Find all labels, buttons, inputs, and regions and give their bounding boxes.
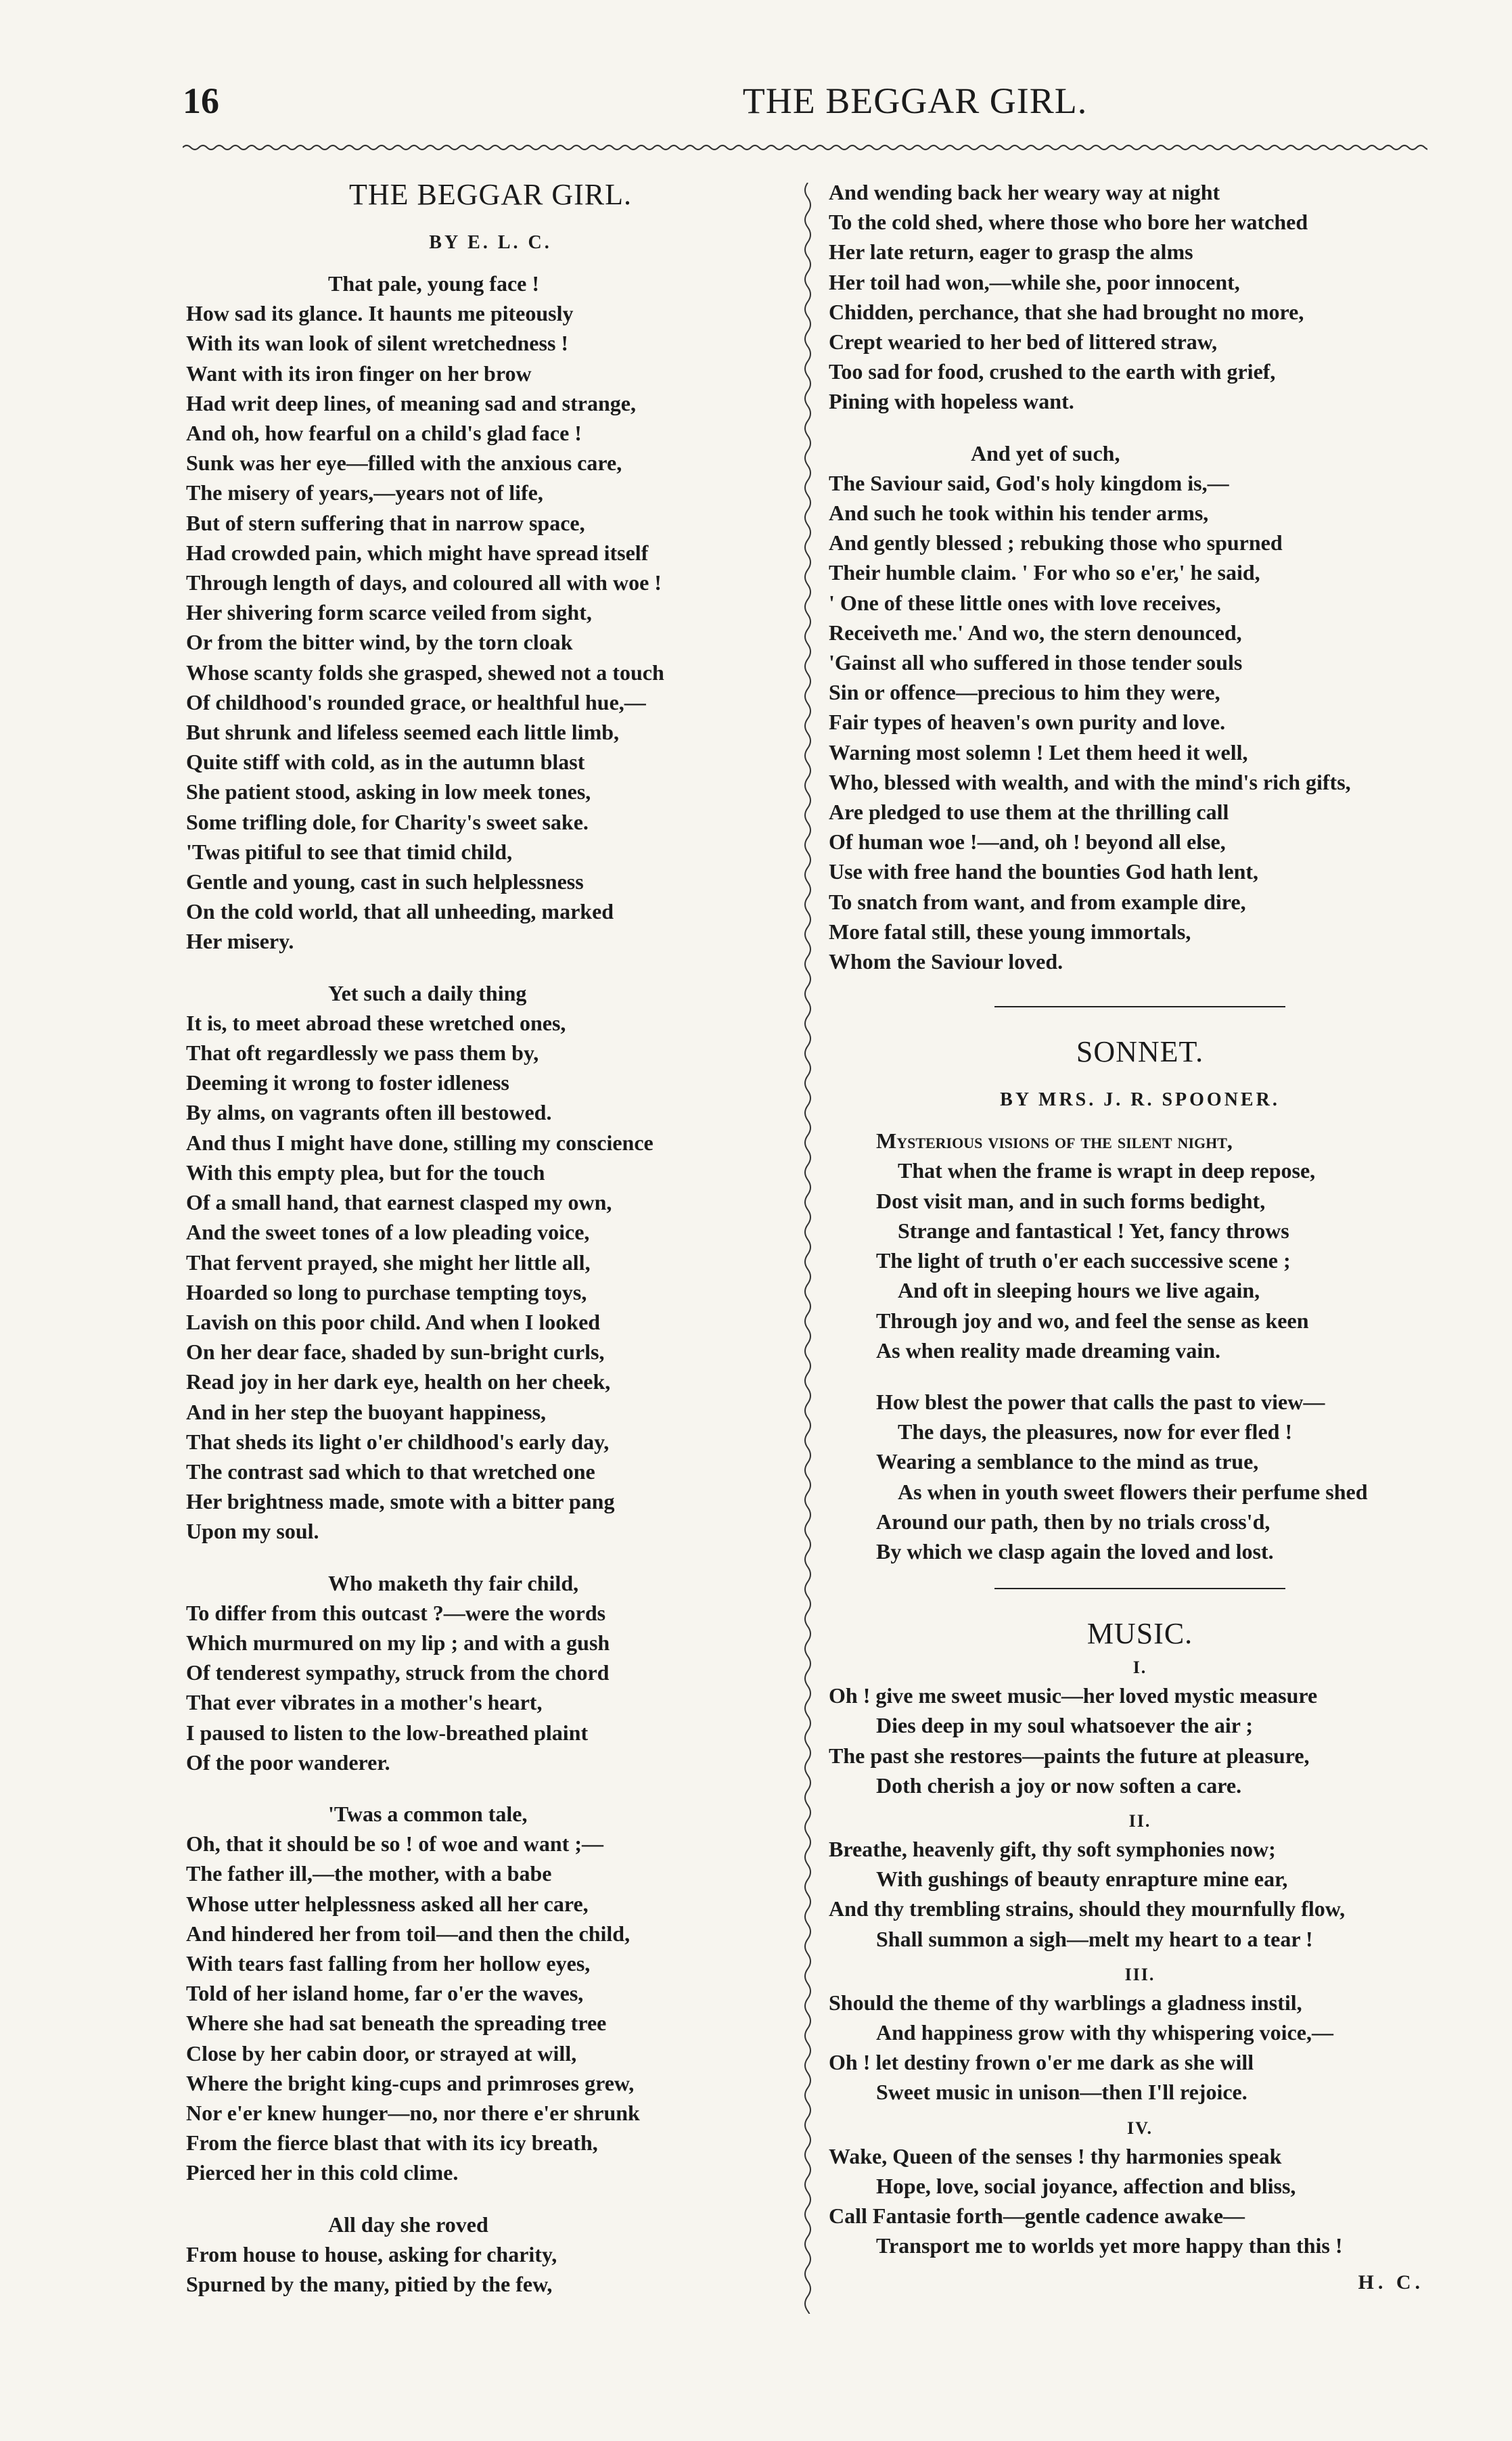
poem-line: And hindered her from toil—and then the child, — [186, 1921, 631, 1946]
poem-line: That sheds its light o'er childhood's early day, — [186, 1429, 610, 1454]
poem-line: Of a small hand, that earnest clasped my own, — [186, 1190, 612, 1215]
poem-line: Hoarded so long to purchase tempting toys, — [186, 1279, 587, 1304]
poem-line: The days, the pleasures, now for ever fled ! — [898, 1419, 1293, 1444]
running-title: THE BEGGAR GIRL. — [742, 81, 1088, 121]
poem-line: Sweet music in unison—then I'll rejoice. — [876, 2080, 1247, 2105]
poem-line: It is, to meet abroad these wretched ones, — [186, 1010, 566, 1035]
poem-line: Oh ! let destiny frown o'er me dark as she will — [829, 2050, 1254, 2075]
stanza-numeral: II. — [1128, 1810, 1151, 1831]
poem-line: And the sweet tones of a low pleading voice, — [186, 1220, 590, 1245]
poem-line: As when reality made dreaming vain. — [876, 1338, 1221, 1363]
poem-line: Wearing a semblance to the mind as true, — [876, 1449, 1259, 1474]
poem-line: Quite stiff with cold, as in the autumn blast — [186, 750, 585, 775]
poem-line: Dost visit man, and in such forms bedight, — [876, 1188, 1266, 1213]
poem-line: Are pledged to use them at the thrilling call — [829, 800, 1229, 825]
sonnet-stanzas — [829, 1126, 1451, 1566]
sonnet-stanza — [876, 1126, 1451, 1365]
music-stanza — [829, 1681, 1451, 1800]
column-divider-ornament — [798, 183, 817, 2314]
poem-line: Of the poor wanderer. — [186, 1750, 390, 1775]
poem-line: Strange and fantastical ! Yet, fancy throws — [898, 1218, 1289, 1243]
sonnet-byline: BY MRS. J. R. SPOONER. — [1000, 1089, 1280, 1111]
poem-line: The contrast sad which to that wretched one — [186, 1459, 595, 1484]
poem-line: By which we clasp again the loved and lost. — [876, 1538, 1274, 1564]
poem-line: From the fierce blast that with its icy breath, — [186, 2130, 598, 2155]
poem-line: Who, blessed with wealth, and with the mind's rich gifts, — [829, 769, 1351, 794]
poem-line: And oft in sleeping hours we live again, — [898, 1278, 1260, 1303]
stanza — [186, 1799, 795, 2188]
left-column — [186, 177, 795, 2321]
page-number: 16 — [183, 81, 219, 121]
poem-line: Chidden, perchance, that she had brought no more, — [829, 299, 1304, 324]
music-title: MUSIC. — [1086, 1617, 1193, 1651]
poem-line: The Saviour said, God's holy kingdom is,— — [829, 470, 1229, 495]
stanza — [186, 269, 795, 957]
running-head — [183, 80, 1458, 134]
poem-line: Oh, that it should be so ! of woe and want ;— — [186, 1831, 603, 1856]
sonnet-stanza — [876, 1387, 1451, 1566]
poem-line: Call Fantasie forth—gentle cadence awake— — [829, 2203, 1245, 2228]
poem-line: Had crowded pain, which might have spread itself — [186, 540, 649, 565]
poem-line: With its wan look of silent wretchedness ! — [186, 331, 569, 356]
poem-line: Receiveth me.' And wo, the stern denounced, — [829, 620, 1242, 645]
poem-line: And thy trembling strains, should they mournfully flow, — [829, 1896, 1346, 1921]
poem-line: Where she had sat beneath the spreading tree — [186, 2011, 607, 2036]
beggar-girl-title: THE BEGGAR GIRL. — [348, 178, 633, 211]
poem-line: Whose utter helplessness asked all her care, — [186, 1891, 589, 1916]
music-signature: H. C. — [1358, 2271, 1424, 2294]
poem-line: Sunk was her eye—filled with the anxious care, — [186, 451, 622, 476]
stanza — [829, 438, 1451, 977]
poem-line: Pining with hopeless want. — [829, 389, 1074, 414]
music-stanza — [829, 2141, 1451, 2261]
poem-line: But of stern suffering that in narrow space, — [186, 510, 585, 535]
poem-line: Sin or offence—precious to him they were, — [829, 680, 1220, 705]
poem-line: From house to house, asking for charity, — [186, 2241, 557, 2266]
poem-line: Of human woe !—and, oh ! beyond all else, — [829, 829, 1226, 854]
poem-line: That fervent prayed, she might her little all, — [186, 1250, 591, 1275]
poem-line: Her shivering form scarce veiled from sight, — [186, 600, 592, 625]
poem-line: To differ from this outcast ?—were the words — [186, 1600, 606, 1625]
separator-rule — [994, 1588, 1285, 1589]
poem-line: She patient stood, asking in low meek tones, — [186, 779, 591, 804]
poem-line: On the cold world, that all unheeding, marked — [186, 899, 614, 924]
poem-line: Some trifling dole, for Charity's sweet sake. — [186, 809, 589, 834]
poem-line: Want with its iron finger on her brow — [186, 361, 532, 386]
poem-line: Wake, Queen of the senses ! thy harmonies speak — [829, 2143, 1282, 2168]
poem-line: More fatal still, these young immortals, — [829, 919, 1191, 944]
poem-line: Her brightness made, smote with a bitter pang — [186, 1489, 615, 1514]
poem-line: Crept wearied to her bed of littered straw, — [829, 329, 1218, 355]
poem-line: As when in youth sweet flowers their perfume shed — [898, 1479, 1368, 1504]
poem-line: Whom the Saviour loved. — [829, 949, 1063, 974]
poem-line: Nor e'er knew hunger—no, nor there e'er shrunk — [186, 2100, 640, 2125]
poem-line: Deeming it wrong to foster idleness — [186, 1070, 509, 1095]
poem-line: Upon my soul. — [186, 1519, 319, 1544]
poem-line: 'Twas a common tale, — [328, 1801, 528, 1826]
poem-line: Had writ deep lines, of meaning sad and strange, — [186, 390, 636, 415]
stanza-numeral: IV. — [1126, 2118, 1153, 2138]
poem-line: On her dear face, shaded by sun-bright curls, — [186, 1340, 605, 1365]
poem-line: Read joy in her dark eye, health on her cheek, — [186, 1369, 611, 1394]
poem-line: That pale, young face ! — [328, 271, 539, 296]
sonnet-title: SONNET. — [1076, 1035, 1204, 1069]
poem-line: And happiness grow with thy whispering voice,— — [876, 2020, 1333, 2045]
drop-word: Mysterious visions of the silent night, — [876, 1128, 1233, 1154]
poem-line: Doth cherish a joy or now soften a care. — [876, 1773, 1242, 1798]
poem-line: 'Gainst all who suffered in those tender souls — [829, 650, 1243, 675]
poem-line: Should the theme of thy warblings a gladness instil, — [829, 1990, 1302, 2015]
music-stanzas — [829, 1658, 1451, 2260]
poem-line: But shrunk and lifeless seemed each little limb, — [186, 720, 620, 745]
poem-line: Told of her island home, far o'er the waves, — [186, 1981, 584, 2006]
poem-line: The misery of years,—years not of life, — [186, 480, 543, 505]
poem-line: And gently blessed ; rebuking those who spurned — [829, 530, 1283, 555]
stanza-numeral: I. — [1132, 1658, 1147, 1678]
poem-line: With tears fast falling from her hollow eyes, — [186, 1950, 591, 1976]
poem-line: That ever vibrates in a mother's heart, — [186, 1690, 543, 1715]
stanza-numeral: III. — [1124, 1964, 1155, 1984]
poem-line: The past she restores—paints the future at pleasure, — [829, 1743, 1310, 1768]
poem-line: Around our path, then by no trials cross'd, — [876, 1509, 1270, 1534]
poem-line: Too sad for food, crushed to the earth with grief, — [829, 359, 1276, 384]
poem-line: By alms, on vagrants often ill bestowed. — [186, 1100, 552, 1125]
poem-line: ' One of these little ones with love receives, — [829, 590, 1221, 615]
poem-line: How blest the power that calls the past to view— — [876, 1389, 1325, 1414]
poem-line: Of tenderest sympathy, struck from the chord — [186, 1660, 610, 1685]
poem-line: Spurned by the many, pitied by the few, — [186, 2272, 553, 2296]
poem-line: The light of truth o'er each successive scene ; — [876, 1248, 1291, 1273]
poem-line — [876, 1126, 1451, 1156]
poem-line: That oft regardlessly we pass them by, — [186, 1041, 539, 1066]
stanza — [186, 2210, 795, 2300]
poem-line: Where the bright king-cups and primroses grew, — [186, 2070, 635, 2095]
beggar-girl-stanzas-part-2 — [829, 177, 1451, 976]
poem-line: Her misery. — [186, 929, 294, 954]
poem-line: Which murmured on my lip ; and with a gush — [186, 1630, 610, 1655]
poem-line: To snatch from want, and from example dire, — [829, 889, 1246, 914]
poem-line: Shall summon a sigh—melt my heart to a tear ! — [876, 1926, 1313, 1951]
poem-line: All day she roved — [328, 2212, 488, 2237]
beggar-girl-byline: BY E. L. C. — [429, 232, 552, 253]
poem-line: Breathe, heavenly gift, thy soft symphonies now; — [829, 1836, 1276, 1861]
poem-line: Who maketh thy fair child, — [328, 1570, 579, 1595]
wavy-rule-ornament — [183, 141, 1427, 154]
poem-line: Dies deep in my soul whatsoever the air ; — [876, 1713, 1254, 1738]
poem-line: Her late return, eager to grasp the alms — [829, 239, 1193, 265]
poem-line: Pierced her in this cold clime. — [186, 2160, 459, 2185]
poem-line: And oh, how fearful on a child's glad face ! — [186, 421, 582, 446]
poem-line: With this empty plea, but for the touch — [186, 1160, 545, 1185]
poem-line: Through length of days, and coloured all with woe ! — [186, 570, 662, 595]
right-column — [829, 177, 1451, 2294]
poem-line: With gushings of beauty enrapture mine ear, — [876, 1867, 1288, 1892]
poem-line: Their humble claim. ' For who so e'er,' he said, — [829, 560, 1260, 585]
poem-line: Yet such a daily thing — [328, 980, 527, 1005]
poem-line: That when the frame is wrapt in deep repose, — [898, 1158, 1316, 1183]
music-stanza — [829, 1988, 1451, 2107]
stanza — [829, 177, 1451, 417]
beggar-girl-stanzas-part-1 — [186, 269, 795, 2299]
poem-line: Her toil had won,—while she, poor innocent, — [829, 269, 1240, 294]
poem-line: Whose scanty folds she grasped, shewed not a touch — [186, 660, 664, 685]
poem-line: And such he took within his tender arms, — [829, 501, 1209, 526]
poem-line: To the cold shed, where those who bore her watched — [829, 210, 1308, 235]
poem-line: Use with free hand the bounties God hath lent, — [829, 859, 1259, 884]
poem-line: Of childhood's rounded grace, or healthful hue,— — [186, 689, 646, 714]
poem-line: How sad its glance. It haunts me piteously — [186, 301, 574, 326]
music-stanza — [829, 1834, 1451, 1954]
poem-line: Through joy and wo, and feel the sense as keen — [876, 1308, 1309, 1333]
poem-line: And thus I might have done, stilling my conscience — [186, 1130, 654, 1155]
poem-line: Fair types of heaven's own purity and love. — [829, 710, 1226, 735]
poem-line: 'Twas pitiful to see that timid child, — [186, 839, 513, 864]
poem-line: Gentle and young, cast in such helplessness — [186, 869, 584, 894]
poem-line: Lavish on this poor child. And when I looked — [186, 1309, 601, 1334]
poem-line: Close by her cabin door, or strayed at will, — [186, 2040, 577, 2066]
stanza — [186, 1568, 795, 1777]
separator-rule — [994, 1006, 1285, 1007]
poem-line: I paused to listen to the low-breathed plaint — [186, 1720, 589, 1745]
poem-line: Or from the bitter wind, by the torn cloak — [186, 630, 573, 655]
poem-line: Transport me to worlds yet more happy than this ! — [876, 2233, 1343, 2258]
poem-line: And in her step the buoyant happiness, — [186, 1399, 547, 1424]
poem-line: Warning most solemn ! Let them heed it well, — [829, 739, 1248, 765]
stanza — [186, 978, 795, 1547]
poem-line: Hope, love, social joyance, affection and bliss, — [876, 2173, 1296, 2198]
poem-line: Oh ! give me sweet music—her loved mystic measure — [829, 1683, 1318, 1708]
poem-line: The father ill,—the mother, with a babe — [186, 1861, 552, 1886]
poem-line: And yet of such, — [971, 440, 1120, 465]
poem-line: And wending back her weary way at night — [829, 180, 1220, 204]
